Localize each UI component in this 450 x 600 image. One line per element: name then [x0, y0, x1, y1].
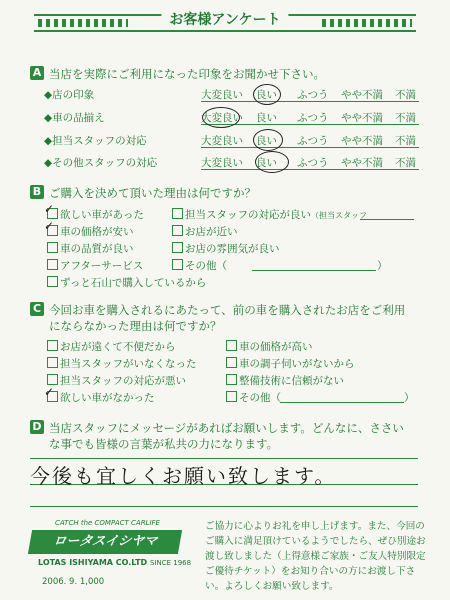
fill-line — [280, 402, 404, 403]
b-option[interactable] — [172, 207, 367, 222]
b-option-label: お店の雰囲気が良い — [185, 243, 280, 255]
c-option[interactable] — [226, 356, 355, 371]
a-scale-option[interactable]: 大変良い — [201, 89, 243, 101]
a-row-underline — [201, 147, 419, 148]
checkbox[interactable] — [172, 225, 183, 236]
answer-circle — [253, 84, 281, 105]
a-row-label: ◆店の印象 — [44, 89, 95, 101]
b-option[interactable] — [172, 258, 227, 273]
checkbox[interactable] — [47, 276, 58, 287]
header-stripes-right — [322, 19, 412, 27]
c-option[interactable] — [47, 390, 155, 405]
checkbox[interactable] — [172, 208, 183, 219]
b-option[interactable] — [172, 241, 280, 256]
page-title: お客様アンケート — [161, 9, 288, 29]
checkbox[interactable] — [47, 259, 58, 270]
c-option[interactable] — [47, 339, 176, 354]
check-mark: ✓ — [44, 202, 55, 216]
fill-line — [360, 219, 414, 220]
c-option[interactable] — [226, 339, 313, 354]
check-mark: ✓ — [44, 219, 55, 233]
a-scale-option[interactable]: やや不満 — [341, 112, 383, 124]
a-scale-option[interactable]: 良い — [256, 89, 277, 101]
a-row-label: ◆担当スタッフの対応 — [44, 135, 147, 147]
checkbox[interactable] — [47, 242, 58, 253]
b-option[interactable] — [47, 258, 143, 273]
a-scale-option[interactable]: ふつう — [297, 89, 329, 101]
b-option-label: 車の価格が安い — [60, 226, 134, 238]
message-line — [30, 458, 418, 459]
checkbox[interactable] — [226, 340, 237, 351]
b-staff-note: （担当スタッフ — [311, 211, 367, 220]
section-c-badge: C — [30, 302, 44, 316]
c-option-label: 担当スタッフの対応が悪い — [60, 375, 186, 387]
fill-line — [252, 270, 376, 271]
section-b-question: ご購入を決めて頂いた理由は何ですか？ — [49, 186, 256, 200]
a-scale-option[interactable]: 大変良い — [201, 135, 243, 147]
a-row-underline — [201, 169, 419, 170]
thank-you-note: ご協力に心よりお礼を申し上げます。また、今回のご購入に満足頂けているようでしたら、ぜひ別途お渡し致しました（上得意様ご家族・ご友人特別限定ご優待チケット）をお知り合いの方にお渡し下さい。よろしくお願い致します。 — [205, 521, 426, 592]
a-scale-option[interactable]: 不満 — [395, 135, 416, 147]
c-option-label: 欲しい車がなかった — [60, 392, 155, 404]
a-scale-option[interactable]: やや不満 — [341, 135, 383, 147]
answer-circle — [253, 129, 283, 151]
since: SINCE 1968 — [150, 559, 192, 567]
paren-close: ） — [377, 260, 388, 272]
c-option[interactable] — [226, 390, 281, 405]
checkbox[interactable] — [226, 357, 237, 368]
c-option-label: お店が遠くて不便だから — [60, 341, 176, 353]
a-scale-option[interactable]: 不満 — [395, 112, 416, 124]
section-a-question: 当店を実際にご利用になった印象をお聞かせ下さい。 — [49, 67, 325, 81]
checkbox[interactable] — [226, 374, 237, 385]
a-row-label: ◆その他スタッフの対応 — [44, 157, 158, 169]
answer-circle — [202, 107, 240, 128]
section-d-badge: D — [30, 420, 44, 434]
a-scale-option[interactable]: ふつう — [297, 112, 329, 124]
company-logo: ロータスイシヤマ — [28, 530, 182, 554]
b-option[interactable] — [172, 224, 238, 239]
checkbox[interactable] — [226, 391, 237, 402]
b-option-label: 担当スタッフの対応が良い — [185, 209, 311, 221]
header-stripes-left — [38, 19, 128, 27]
checkbox[interactable] — [47, 374, 58, 385]
section-d-question-line1: 当店スタッフにメッセージがあればお願いします。どんなに、ささい — [49, 421, 404, 435]
b-option[interactable] — [47, 241, 134, 256]
form-code: 2006. 9. 1,000 — [42, 577, 105, 587]
c-option-label: 担当スタッフがいなくなった — [60, 358, 197, 370]
c-option-label: その他（ — [239, 392, 281, 404]
section-d-question-line2: な事でも皆様の言葉が私共の力になります。 — [49, 437, 279, 451]
a-scale-option[interactable]: やや不満 — [341, 89, 383, 101]
c-option-label: 車の価格が高い — [239, 341, 313, 353]
message-line — [30, 506, 418, 507]
a-scale-option[interactable]: ふつう — [297, 157, 329, 169]
c-option-label: 車の調子伺いがないから — [239, 358, 355, 370]
a-scale-option[interactable]: 良い — [256, 112, 277, 124]
paren-close: ） — [404, 392, 415, 404]
b-option[interactable] — [47, 207, 144, 222]
checkbox[interactable] — [47, 340, 58, 351]
b-option-label: その他（ — [185, 260, 227, 272]
a-scale-option[interactable]: ふつう — [297, 135, 329, 147]
b-option-label: 欲しい車があった — [60, 209, 144, 221]
b-option-label: 車の品質が良い — [60, 243, 134, 255]
b-option-label: アフターサービス — [60, 260, 144, 272]
c-option[interactable] — [47, 356, 197, 371]
checkbox[interactable] — [172, 242, 183, 253]
answer-circle — [255, 151, 289, 173]
c-option[interactable] — [47, 373, 186, 388]
checkbox[interactable] — [47, 357, 58, 368]
b-option[interactable] — [47, 275, 206, 290]
a-row-label: ◆車の品揃え — [44, 112, 105, 124]
a-scale-option[interactable]: 不満 — [395, 157, 416, 169]
company-name: LOTAS ISHIYAMA CO.LTD — [38, 558, 148, 567]
b-option-label: ずっと石山で購入しているから — [60, 277, 207, 289]
section-a-badge: A — [30, 66, 44, 80]
tagline: CATCH the COMPACT CARLIFE — [55, 519, 160, 527]
b-option[interactable] — [47, 224, 134, 239]
a-scale-option[interactable]: 不満 — [395, 89, 416, 101]
a-scale-option[interactable]: やや不満 — [341, 157, 383, 169]
check-mark: ✓ — [44, 385, 55, 399]
c-option[interactable] — [226, 373, 344, 388]
a-scale-option[interactable]: 大変良い — [201, 112, 243, 124]
checkbox[interactable] — [172, 259, 183, 270]
a-scale-option[interactable]: 大変良い — [201, 157, 243, 169]
c-option-label: 整備技術に信頼がない — [239, 375, 344, 387]
handwritten-message: 今後も宜しくお願い致します。 — [30, 464, 337, 488]
section-c-question-line2: にならなかった理由は何ですか？ — [49, 319, 222, 333]
section-c-question-line1: 今回お車を購入されるにあたって、前の車を購入されたお店をご利用 — [49, 303, 406, 317]
a-scale-option[interactable]: 良い — [256, 135, 277, 147]
a-scale-option[interactable]: 良い — [256, 157, 277, 169]
a-row-underline — [201, 101, 419, 102]
b-option-label: お店が近い — [185, 226, 238, 238]
section-b-badge: B — [30, 185, 44, 199]
